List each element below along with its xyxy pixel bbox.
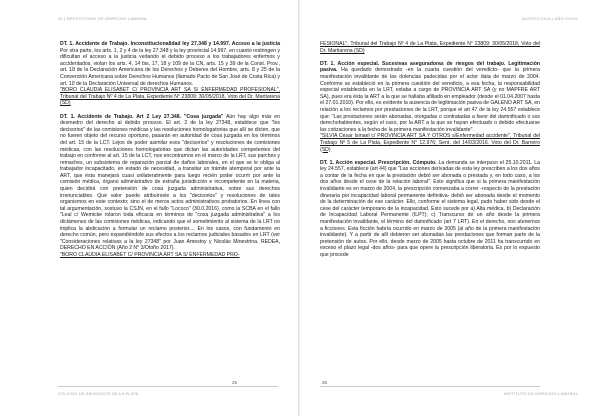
left-running-header: 30 | REPOSITORIO DE DERECHO LABORAL: [58, 16, 148, 21]
entry-3-body: Ha quedado demostrado -en la cuarta cuestión del veredicto- que la primera manifestación invalidante de las dolencias padecidas por el actor data de marzo de 2004. Conforme se estableció en la primera cuestión del veredicto, a esa fecha, la responsabilidad especial establecida en la LRT, estaba a cargo de PROVINCIA ART SA (y no MAPFRE ART SA), pues era ésta la ART a la que se hallaba afiliado en empleador (desde el 01.04.2007 hasta el 27.01.2010). Por ello, es evidente la ausencia de legitimación pasiva de GALENO ART SA, en relación a los reclamos por prestaciones de la LRT, porque el art 47 de la ley 24.557 establece que: "Las prestaciones serán abonadas, otorgadas o contratadas a favor del damnificado o sus derechohabientes, según el caso, por la ART a la que se hayan efectuado o debido efectuarse las cotizaciones a la fecha de la primera manifestación invalidante".: [320, 67, 540, 133]
right-text-column: [320, 41, 540, 259]
entry-2-title: DT. 1. Accidente de Trabajo. Art 2 Ley 27.348. "Cosa juzgada": [60, 113, 224, 120]
left-page-number: 25: [232, 380, 238, 385]
right-page: [300, 0, 600, 416]
entry-4-body: La demanda se interpuso el 25.10.2011. La ley 24.557, establece (art 44) que "Las acciones derivadas de esta ley prescriben a los dos años a contar de la fecha en que la prestación debió ser abonada o prestada y, en todo caso, a los dos años desde el cese de la relación laboral". Esto significa que si la primera manifestación invalidante es en marzo de 2004, la prescripción comenzaba a correr -respecto de la prestación dineraria por incapacidad laboral permanente definitiva- debió ser abonada desde el momento de la determinación de ese carácter. Ello, conforme el sistema legal, pudo haber sido desde el cese del carácter temporario de la incapacidad. Esto sucede por a) Alta médica, b) Declaración de Incapacidad Laboral Permanente (ILPT); c) Transcurso de un año desde la primera manifestación invalidante, el término del damnificado (art 7 LRT). En el derecho, nos atenemos a ficciones. Esta ficción habría ocurrido en marzo de 2005 (al año de la primera manifestación invalidante). Y a partir de allí debieron ser abonadas las prestaciones que forman parte de la pretensión de autos. Por ello, desde marzo de 2005 hasta octubre de 2011 ha transcurrido en exceso el plazo legal -dos años- para que opere la prescripción liberatoria. Es por lo expuesto que procede: [320, 159, 540, 258]
entry-2-body: Aún hay algo más en desmedro del derecho al debido proceso. El art. 2 de la ley 27348, establece que "los decisorios" de las comisiones médicas y las resoluciones homologatorias que allí se dicten, que no fueren objeto del recurso oportuno, pasarán en autoridad de cosa juzgada en los términos del art. 15 de la LCT. Lejos de poder asimilar esos "decisorios" y resoluciones de comisiones médicas, con las resoluciones homologatorias que dictan las autoridades competentes del trabajo en conforme al art. 15 de la LCT, nos encontramos en el marco de la LRT, sus parches y remaches, un subsistema de reparación parcial de daños laborales, en el que se le obliga al trabajador incapacitado, en estado de necesidad, a transitar un trámite atemporal por ante la ART, que ésta manejará cuasi unilateralmente para luego recién poder ocurrir por ante la comisión médica, órgano administrativo de extraña jurisdicción e incompetente en la materia, quien decidirá con pretensión de cosa juzgada administrativa, sobre sus derechos irrenunciables. Qué valor puede atribuírsele a los "decisorios" y resoluciones de tales organismos en este contexto; sino el de meros actos administrativos probatorios. En línea con tal argumentación, sostuvo la CSJN, en el fallo "Lococo" (30.0.2016), como la SCBA en el fallo "Leal c/ Wemicke rolaron toda eficacia en términos de "cosa juzgada administrativa" a los dictámenes de las comisiones médicas, indicando que el sometimiento al sistema de la LRT no implica la abdicación a formular un reclamo posterior.... En los casos, con fundamento en derecho común, pero expandiéndole sus efectos a los reclamos judiciales basados en LRT (ver "Consideraciones relativas a la ley 27348" por Juan Amestoy y Nicolás Minestrina. REDEA, DERECHO EN ACCIÓN (Año 2 N° 3/Otoño 2017).: [60, 113, 280, 252]
entry-1: [60, 41, 280, 87]
left-text-column: [60, 41, 280, 259]
entry-1-body: Por otra parte, los arts. 1, 2 y 4 de la ley 27.348 y la ley provincial 14.997, en cuanto restringen y dificultan el acceso a la justicia vedando el debido proceso a los trabajadores enfermos y accidentados, violan los arts. 4, 14 bis, 17, 18 y 109 de la CN, arts. 15 y 39 de la Const. Prov., art. 18 de la Declaración Americana de los Derechos y Deberes del Hombre, arts. 8 y 25 de la Convención Americana sobre Derechos Humanos (llamado Pacto de San José de Costa Rica) y art. 10 de la Declaración Universal de derechos Humanos.: [60, 47, 280, 87]
right-running-header: AGOSTO 2018 | AÑO XXXIV: [521, 16, 578, 21]
entry-2: [60, 114, 280, 252]
entry-2-citation-continued: [320, 41, 540, 54]
entry-4: [320, 160, 540, 259]
right-page-number: 26: [322, 380, 328, 385]
entry-2-citation-text: "BORO CLAUDIA ELISABET C/ PROVINCIA ART SA S/ ENFERMEDAD PRO-: [60, 252, 240, 258]
entry-4-title: DT. 1. Acción especial. Prescripción. Cómputo.: [320, 159, 437, 166]
right-footer-rule: [320, 386, 540, 387]
entry-3-citation: [320, 133, 540, 153]
entry-1-citation: [60, 87, 280, 107]
left-footer: COLEGIO DE ABOGADOS DE LA PLATA: [58, 391, 139, 396]
right-footer: INSTITUTO DE DERECHO LABORAL: [504, 391, 578, 396]
entry-2-citation-text-continued: FESIONAL", Tribunal del Trabajo Nº 4 de La Plata, Expediente N° 23809: 30/05/2018, Voto del Dr. Martiarena (SD): [320, 41, 540, 54]
left-footer-rule: [58, 386, 278, 387]
entry-3-title: DT. 1. Acción especial. Sucesivas aseguradoras de riesgos del trabajo. Legitimación pasiva.: [320, 60, 540, 74]
entry-3: [320, 61, 540, 134]
entry-1-citation-text: "BORO CLAUDIA ELISABET C/ PROVINCIA ART SA S/ ENFERMEDAD PROFESIONAL", Tribunal del Trabajo Nº 4 de La Plata, Expediente N° 23809: 30/05/2018, Voto del Dr. Martiarena (SD): [60, 87, 280, 107]
entry-2-citation: [60, 252, 280, 259]
entry-1-title: DT. 1. Accidente de Trabajo. Inconstitucionalidad ley 27.348 y 14.997. Acceso a la justicia: [60, 41, 280, 47]
entry-3-citation-text: "SILVIA Cesar Ismael c/ PROVINCIA ART SA Y OTROS s/Enfermedad accidente", Tribunal del Trabajo Nº 5 de La Plata, Expediente N° 12.976; Sent. del 14/03/2016. Voto del Dr. Barreiro (SD): [320, 133, 540, 153]
